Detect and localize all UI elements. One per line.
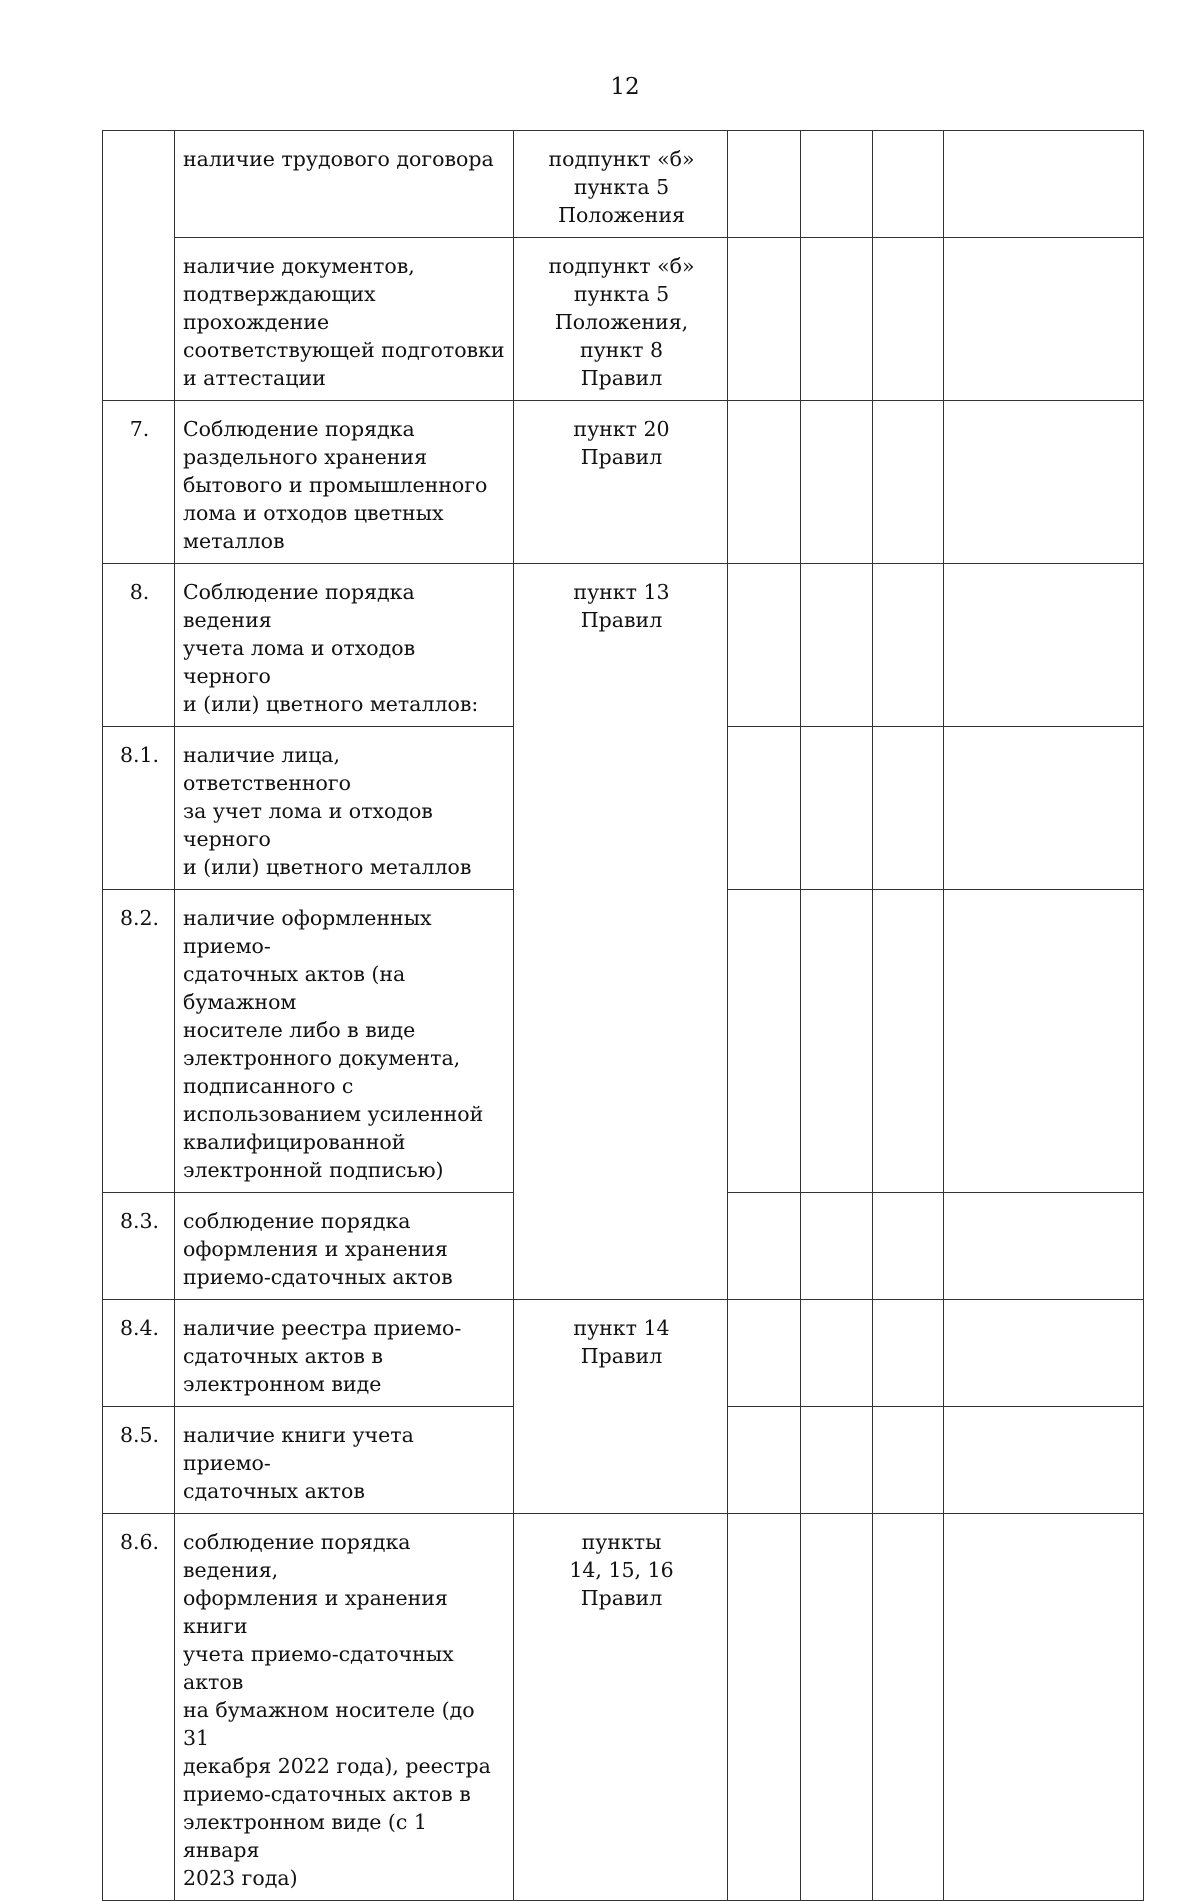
table-row [103,131,1144,238]
note-cell[interactable] [944,890,1144,1193]
answer-cell[interactable] [728,1193,801,1300]
answer-cell[interactable] [801,727,873,890]
answer-cell[interactable] [728,1407,801,1514]
requirement-text: Соблюдение порядка ведения учета лома и отходов черного и (или) цветного металлов: [175,564,514,727]
row-number: 8.3. [103,1193,175,1300]
answer-cell[interactable] [801,890,873,1193]
note-cell[interactable] [944,727,1144,890]
answer-cell[interactable] [873,1407,944,1514]
requirement-text: наличие книги учета приемо- сдаточных актов [175,1407,514,1514]
legal-reference: подпункт «б» пункта 5 Положения [514,131,728,238]
answer-cell[interactable] [728,1300,801,1407]
answer-cell[interactable] [728,401,801,564]
answer-cell[interactable] [801,401,873,564]
note-cell[interactable] [944,1407,1144,1514]
answer-cell[interactable] [873,1300,944,1407]
requirement-text: наличие документов, подтверждающих прохождение соответствующей подготовки и аттестации [175,238,514,401]
answer-cell[interactable] [873,1193,944,1300]
answer-cell[interactable] [801,131,873,238]
answer-cell[interactable] [873,401,944,564]
requirement-text: наличие лица, ответственного за учет лома и отходов черного и (или) цветного металлов [175,727,514,890]
row-number: 8. [103,564,175,727]
row-number [103,131,175,401]
note-cell[interactable] [944,1193,1144,1300]
legal-reference: пункты 14, 15, 16 Правил [514,1514,728,1901]
answer-cell[interactable] [873,890,944,1193]
legal-reference: пункт 13 Правил [514,564,728,1300]
note-cell[interactable] [944,564,1144,727]
answer-cell[interactable] [873,564,944,727]
table-row [103,238,1144,401]
answer-cell[interactable] [873,1514,944,1901]
requirement-text: наличие реестра приемо- сдаточных актов в электронном виде [175,1300,514,1407]
answer-cell[interactable] [801,1300,873,1407]
answer-cell[interactable] [873,727,944,890]
row-number: 8.4. [103,1300,175,1407]
note-cell[interactable] [944,131,1144,238]
note-cell[interactable] [944,401,1144,564]
answer-cell[interactable] [873,238,944,401]
requirement-text: соблюдение порядка ведения, оформления и хранения книги учета приемо-сдаточных актов на бумажном носителе (до 31 декабря 2022 года), реестра приемо-сдаточных актов в электронном виде (с 1 января 2023 года) [175,1514,514,1901]
note-cell[interactable] [944,1514,1144,1901]
answer-cell[interactable] [801,1193,873,1300]
answer-cell[interactable] [728,238,801,401]
requirement-text: наличие оформленных приемо- сдаточных актов (на бумажном носителе либо в виде электронного документа, подписанного с использованием усиленной квалифицированной электронной подписью) [175,890,514,1193]
legal-reference: подпункт «б» пункта 5 Положения, пункт 8 Правил [514,238,728,401]
legal-reference: пункт 14 Правил [514,1300,728,1514]
answer-cell[interactable] [801,564,873,727]
row-number: 8.2. [103,890,175,1193]
row-number: 8.5. [103,1407,175,1514]
answer-cell[interactable] [728,1514,801,1901]
note-cell[interactable] [944,238,1144,401]
note-cell[interactable] [944,1300,1144,1407]
answer-cell[interactable] [728,727,801,890]
row-number: 8.1. [103,727,175,890]
requirement-text: соблюдение порядка оформления и хранения приемо-сдаточных актов [175,1193,514,1300]
table-row [103,564,1144,727]
answer-cell[interactable] [801,1407,873,1514]
inspection-checklist-table [102,130,1144,1901]
answer-cell[interactable] [728,564,801,727]
requirement-text: Соблюдение порядка раздельного хранения бытового и промышленного лома и отходов цветных металлов [175,401,514,564]
row-number: 7. [103,401,175,564]
answer-cell[interactable] [873,131,944,238]
requirement-text: наличие трудового договора [175,131,514,238]
table-row [103,1300,1144,1407]
row-number: 8.6. [103,1514,175,1901]
answer-cell[interactable] [801,238,873,401]
answer-cell[interactable] [728,131,801,238]
answer-cell[interactable] [728,890,801,1193]
table-row [103,1514,1144,1901]
table-row [103,401,1144,564]
legal-reference: пункт 20 Правил [514,401,728,564]
page-number: 12 [610,74,640,100]
answer-cell[interactable] [801,1514,873,1901]
